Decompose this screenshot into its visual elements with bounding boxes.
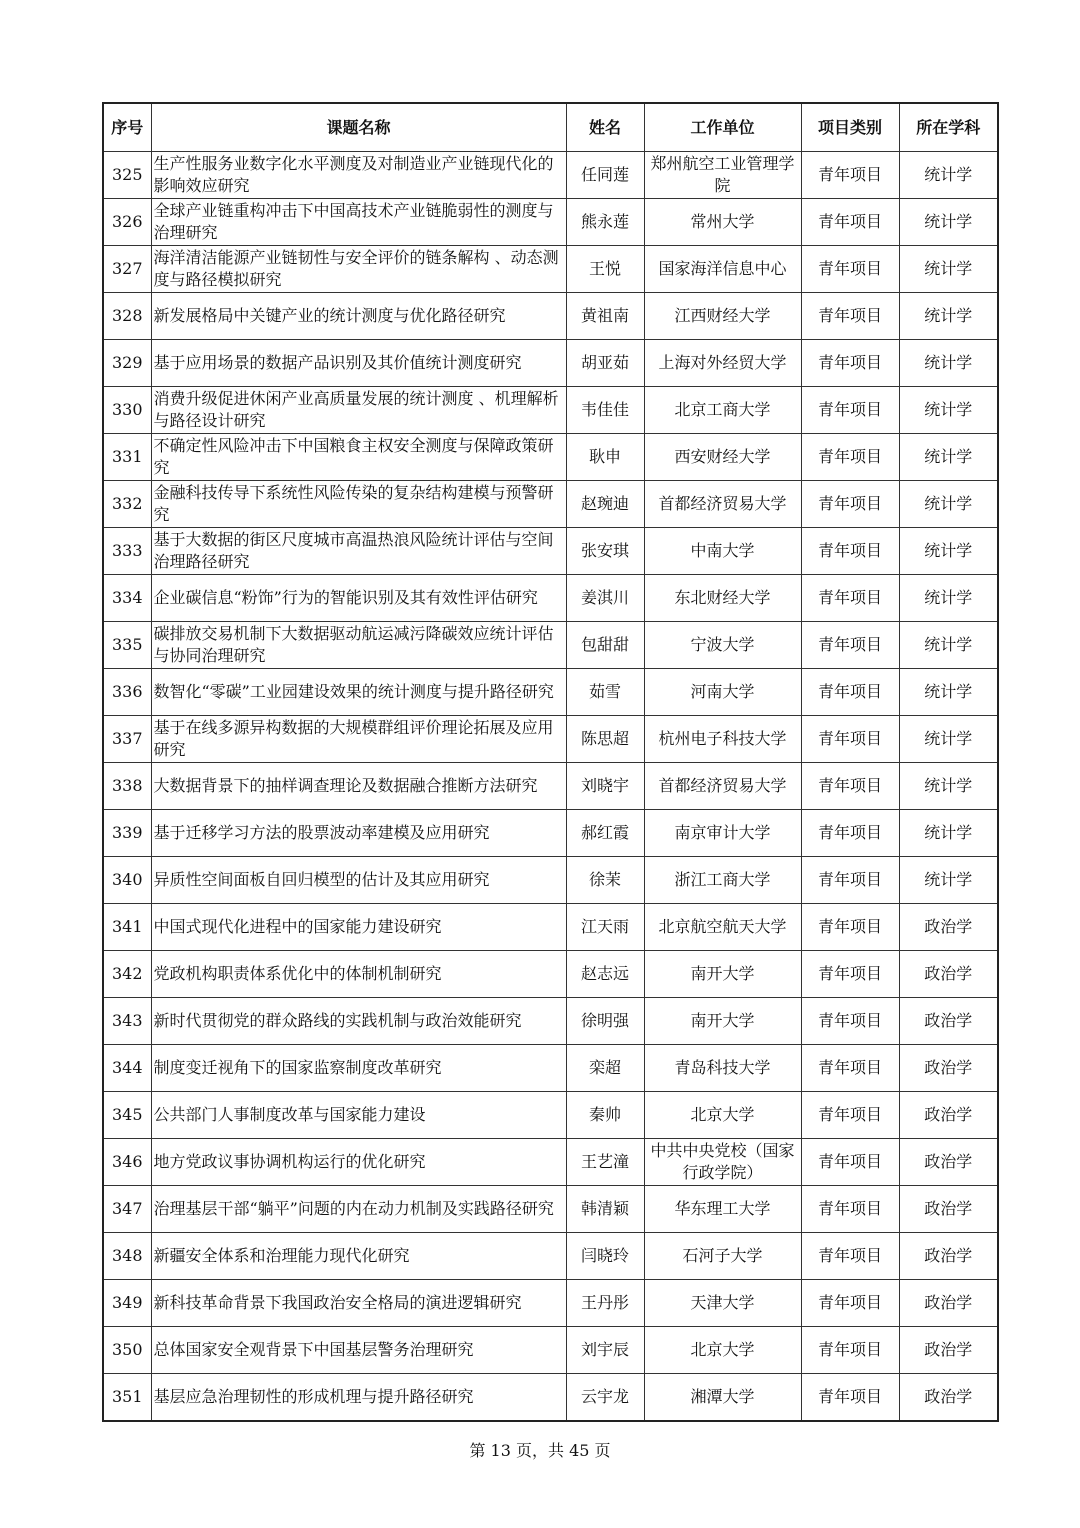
row-category: 青年项目	[801, 1280, 899, 1327]
row-person: 张安琪	[566, 528, 644, 575]
row-person: 徐茉	[566, 857, 644, 904]
row-title: 基于大数据的街区尺度城市高温热浪风险统计评估与空间治理路径研究	[151, 528, 566, 575]
table-row	[103, 1233, 998, 1280]
row-category: 青年项目	[801, 622, 899, 669]
row-discipline: 统计学	[899, 152, 998, 199]
row-discipline: 统计学	[899, 434, 998, 481]
row-index: 332	[103, 481, 151, 528]
row-category: 青年项目	[801, 387, 899, 434]
row-title: 金融科技传导下系统性风险传染的复杂结构建模与预警研究	[151, 481, 566, 528]
row-title: 党政机构职责体系优化中的体制机制研究	[151, 951, 566, 998]
row-unit: 浙江工商大学	[644, 857, 801, 904]
row-title: 公共部门人事制度改革与国家能力建设	[151, 1092, 566, 1139]
table-row	[103, 857, 998, 904]
col-header-category: 项目类别	[801, 103, 899, 152]
row-person: 王丹彤	[566, 1280, 644, 1327]
row-person: 黄祖南	[566, 293, 644, 340]
row-discipline: 统计学	[899, 622, 998, 669]
row-discipline: 政治学	[899, 1374, 998, 1422]
row-category: 青年项目	[801, 1233, 899, 1280]
row-unit: 北京大学	[644, 1327, 801, 1374]
row-unit: 北京航空航天大学	[644, 904, 801, 951]
row-person: 郝红霞	[566, 810, 644, 857]
row-category: 青年项目	[801, 152, 899, 199]
row-category: 青年项目	[801, 199, 899, 246]
table-row	[103, 575, 998, 622]
row-discipline: 政治学	[899, 1092, 998, 1139]
row-title: 制度变迁视角下的国家监察制度改革研究	[151, 1045, 566, 1092]
row-index: 330	[103, 387, 151, 434]
row-index: 351	[103, 1374, 151, 1422]
table-row	[103, 904, 998, 951]
table-row	[103, 1092, 998, 1139]
row-category: 青年项目	[801, 1139, 899, 1186]
row-unit: 首都经济贸易大学	[644, 481, 801, 528]
row-title: 企业碳信息“粉饰”行为的智能识别及其有效性评估研究	[151, 575, 566, 622]
row-unit: 东北财经大学	[644, 575, 801, 622]
row-index: 331	[103, 434, 151, 481]
row-unit: 天津大学	[644, 1280, 801, 1327]
table-row	[103, 669, 998, 716]
row-discipline: 统计学	[899, 481, 998, 528]
row-category: 青年项目	[801, 293, 899, 340]
row-category: 青年项目	[801, 951, 899, 998]
row-discipline: 政治学	[899, 1045, 998, 1092]
row-title: 基于应用场景的数据产品识别及其价值统计测度研究	[151, 340, 566, 387]
row-person: 韩清颖	[566, 1186, 644, 1233]
row-person: 任同莲	[566, 152, 644, 199]
row-title: 碳排放交易机制下大数据驱动航运减污降碳效应统计评估与协同治理研究	[151, 622, 566, 669]
row-unit: 南京审计大学	[644, 810, 801, 857]
table-row	[103, 951, 998, 998]
row-person: 姜淇川	[566, 575, 644, 622]
row-unit: 国家海洋信息中心	[644, 246, 801, 293]
col-header-title: 课题名称	[151, 103, 566, 152]
col-header-unit: 工作单位	[644, 103, 801, 152]
row-category: 青年项目	[801, 669, 899, 716]
row-unit: 华东理工大学	[644, 1186, 801, 1233]
row-index: 325	[103, 152, 151, 199]
row-discipline: 统计学	[899, 669, 998, 716]
row-index: 344	[103, 1045, 151, 1092]
row-index: 328	[103, 293, 151, 340]
row-person: 包甜甜	[566, 622, 644, 669]
row-unit: 常州大学	[644, 199, 801, 246]
row-title: 总体国家安全观背景下中国基层警务治理研究	[151, 1327, 566, 1374]
row-title: 新科技革命背景下我国政治安全格局的演进逻辑研究	[151, 1280, 566, 1327]
project-table	[102, 102, 999, 1422]
row-category: 青年项目	[801, 246, 899, 293]
row-index: 350	[103, 1327, 151, 1374]
row-discipline: 统计学	[899, 293, 998, 340]
row-unit: 石河子大学	[644, 1233, 801, 1280]
row-title: 新疆安全体系和治理能力现代化研究	[151, 1233, 566, 1280]
table-row	[103, 1186, 998, 1233]
row-index: 327	[103, 246, 151, 293]
row-person: 秦帅	[566, 1092, 644, 1139]
row-discipline: 统计学	[899, 716, 998, 763]
row-title: 新发展格局中关键产业的统计测度与优化路径研究	[151, 293, 566, 340]
row-discipline: 政治学	[899, 1186, 998, 1233]
row-unit: 南开大学	[644, 951, 801, 998]
table-header-row	[103, 103, 998, 152]
table-row	[103, 810, 998, 857]
row-category: 青年项目	[801, 1092, 899, 1139]
row-person: 王艺潼	[566, 1139, 644, 1186]
row-index: 343	[103, 998, 151, 1045]
row-person: 栾超	[566, 1045, 644, 1092]
row-discipline: 统计学	[899, 340, 998, 387]
row-title: 大数据背景下的抽样调查理论及数据融合推断方法研究	[151, 763, 566, 810]
row-category: 青年项目	[801, 481, 899, 528]
row-title: 治理基层干部“躺平”问题的内在动力机制及实践路径研究	[151, 1186, 566, 1233]
row-index: 346	[103, 1139, 151, 1186]
row-person: 韦佳佳	[566, 387, 644, 434]
row-person: 陈思超	[566, 716, 644, 763]
table-row	[103, 481, 998, 528]
row-discipline: 政治学	[899, 1139, 998, 1186]
row-category: 青年项目	[801, 763, 899, 810]
row-title: 基层应急治理韧性的形成机理与提升路径研究	[151, 1374, 566, 1422]
row-unit: 北京工商大学	[644, 387, 801, 434]
row-discipline: 政治学	[899, 904, 998, 951]
row-unit: 宁波大学	[644, 622, 801, 669]
row-discipline: 统计学	[899, 528, 998, 575]
row-person: 熊永莲	[566, 199, 644, 246]
row-discipline: 统计学	[899, 857, 998, 904]
row-index: 340	[103, 857, 151, 904]
row-index: 342	[103, 951, 151, 998]
row-title: 基于在线多源异构数据的大规模群组评价理论拓展及应用研究	[151, 716, 566, 763]
row-unit: 中共中央党校（国家行政学院）	[644, 1139, 801, 1186]
row-category: 青年项目	[801, 998, 899, 1045]
table-row	[103, 340, 998, 387]
row-unit: 杭州电子科技大学	[644, 716, 801, 763]
row-unit: 湘潭大学	[644, 1374, 801, 1422]
row-index: 341	[103, 904, 151, 951]
table-row	[103, 199, 998, 246]
row-unit: 青岛科技大学	[644, 1045, 801, 1092]
row-category: 青年项目	[801, 1327, 899, 1374]
table-body	[103, 152, 998, 1422]
row-discipline: 统计学	[899, 575, 998, 622]
col-header-name: 姓名	[566, 103, 644, 152]
row-index: 334	[103, 575, 151, 622]
row-discipline: 统计学	[899, 763, 998, 810]
table-row	[103, 528, 998, 575]
row-index: 339	[103, 810, 151, 857]
row-category: 青年项目	[801, 528, 899, 575]
table-row	[103, 1374, 998, 1422]
row-person: 赵志远	[566, 951, 644, 998]
row-index: 347	[103, 1186, 151, 1233]
row-index: 348	[103, 1233, 151, 1280]
row-category: 青年项目	[801, 810, 899, 857]
row-index: 345	[103, 1092, 151, 1139]
row-discipline: 统计学	[899, 387, 998, 434]
row-index: 335	[103, 622, 151, 669]
row-discipline: 统计学	[899, 810, 998, 857]
row-discipline: 统计学	[899, 199, 998, 246]
row-index: 333	[103, 528, 151, 575]
row-unit: 西安财经大学	[644, 434, 801, 481]
table-row	[103, 152, 998, 199]
row-person: 江天雨	[566, 904, 644, 951]
row-person: 徐明强	[566, 998, 644, 1045]
row-index: 338	[103, 763, 151, 810]
table-row	[103, 434, 998, 481]
row-person: 云宇龙	[566, 1374, 644, 1422]
col-header-index: 序号	[103, 103, 151, 152]
row-index: 337	[103, 716, 151, 763]
table-row	[103, 998, 998, 1045]
table-row	[103, 716, 998, 763]
col-header-discipline: 所在学科	[899, 103, 998, 152]
page-footer: 第 13 页，共 45 页	[469, 1441, 611, 1460]
row-person: 闫晓玲	[566, 1233, 644, 1280]
row-unit: 南开大学	[644, 998, 801, 1045]
row-title: 基于迁移学习方法的股票波动率建模及应用研究	[151, 810, 566, 857]
row-title: 全球产业链重构冲击下中国高技术产业链脆弱性的测度与治理研究	[151, 199, 566, 246]
row-discipline: 统计学	[899, 246, 998, 293]
row-category: 青年项目	[801, 1186, 899, 1233]
table-row	[103, 246, 998, 293]
row-index: 349	[103, 1280, 151, 1327]
row-person: 耿申	[566, 434, 644, 481]
table-row	[103, 1327, 998, 1374]
row-person: 刘宇辰	[566, 1327, 644, 1374]
row-category: 青年项目	[801, 1374, 899, 1422]
row-title: 消费升级促进休闲产业高质量发展的统计测度 、机理解析与路径设计研究	[151, 387, 566, 434]
row-discipline: 政治学	[899, 998, 998, 1045]
row-category: 青年项目	[801, 434, 899, 481]
row-category: 青年项目	[801, 1045, 899, 1092]
row-title: 异质性空间面板自回归模型的估计及其应用研究	[151, 857, 566, 904]
table-row	[103, 1280, 998, 1327]
row-category: 青年项目	[801, 857, 899, 904]
table-row	[103, 387, 998, 434]
row-person: 刘晓宇	[566, 763, 644, 810]
row-unit: 上海对外经贸大学	[644, 340, 801, 387]
row-category: 青年项目	[801, 340, 899, 387]
row-person: 赵琬迪	[566, 481, 644, 528]
row-person: 茹雪	[566, 669, 644, 716]
table-row	[103, 622, 998, 669]
row-unit: 江西财经大学	[644, 293, 801, 340]
row-title: 新时代贯彻党的群众路线的实践机制与政治效能研究	[151, 998, 566, 1045]
row-index: 326	[103, 199, 151, 246]
row-unit: 河南大学	[644, 669, 801, 716]
table-row	[103, 293, 998, 340]
row-category: 青年项目	[801, 904, 899, 951]
row-person: 胡亚茹	[566, 340, 644, 387]
table-row	[103, 1139, 998, 1186]
row-discipline: 政治学	[899, 1327, 998, 1374]
row-unit: 郑州航空工业管理学院	[644, 152, 801, 199]
row-discipline: 政治学	[899, 1280, 998, 1327]
row-title: 中国式现代化进程中的国家能力建设研究	[151, 904, 566, 951]
row-unit: 北京大学	[644, 1092, 801, 1139]
row-index: 329	[103, 340, 151, 387]
table-row	[103, 1045, 998, 1092]
row-unit: 首都经济贸易大学	[644, 763, 801, 810]
table-row	[103, 763, 998, 810]
row-person: 王悦	[566, 246, 644, 293]
row-title: 海洋清洁能源产业链韧性与安全评价的链条解构 、动态测度与路径模拟研究	[151, 246, 566, 293]
row-unit: 中南大学	[644, 528, 801, 575]
row-index: 336	[103, 669, 151, 716]
row-category: 青年项目	[801, 716, 899, 763]
row-discipline: 政治学	[899, 1233, 998, 1280]
row-discipline: 政治学	[899, 951, 998, 998]
row-title: 生产性服务业数字化水平测度及对制造业产业链现代化的影响效应研究	[151, 152, 566, 199]
row-category: 青年项目	[801, 575, 899, 622]
row-title: 数智化“零碳”工业园建设效果的统计测度与提升路径研究	[151, 669, 566, 716]
row-title: 不确定性风险冲击下中国粮食主权安全测度与保障政策研究	[151, 434, 566, 481]
row-title: 地方党政议事协调机构运行的优化研究	[151, 1139, 566, 1186]
